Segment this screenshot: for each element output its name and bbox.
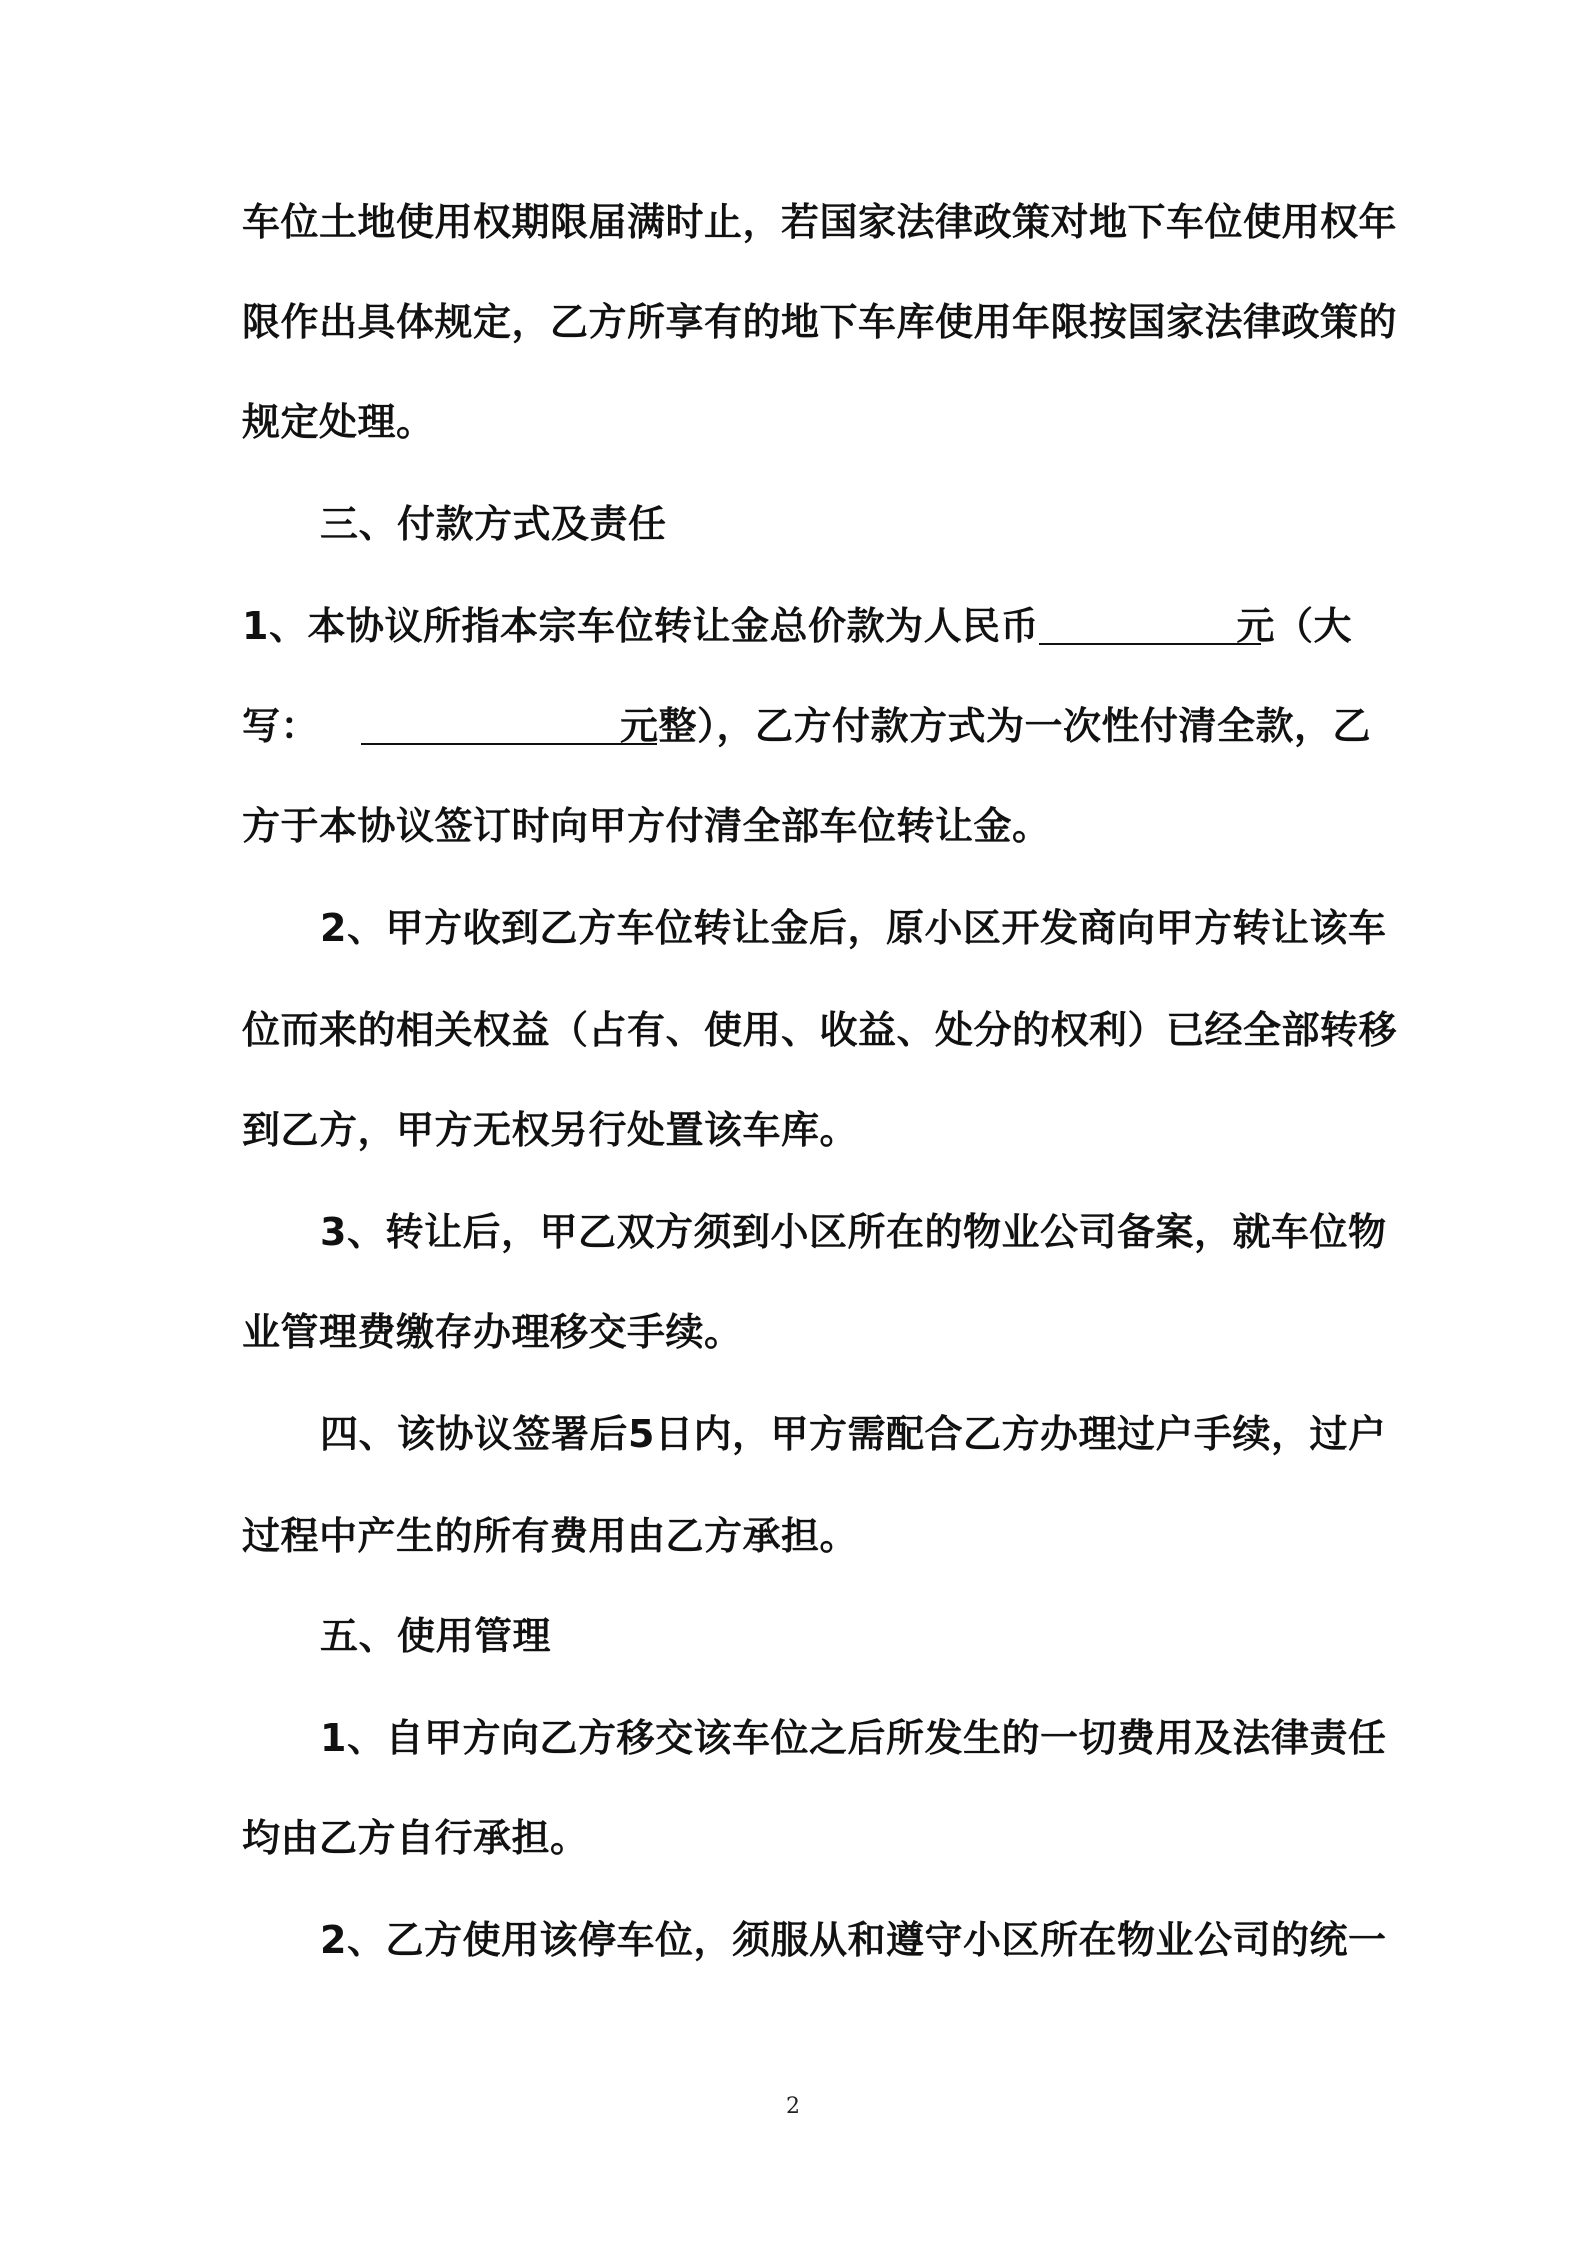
page-number: 2 xyxy=(786,2094,800,2119)
amount-in-words-blank-field[interactable] xyxy=(361,703,657,745)
text-line-usage-2: 均由乙方自行承担。 xyxy=(242,1816,589,1860)
payment-clause-tail: 元（大 xyxy=(1236,604,1352,648)
section-heading-usage: 五、使用管理 xyxy=(320,1614,552,1658)
text-line-2: 限作出具体规定，乙方所享有的地下车库使用年限按国家法律政策的 xyxy=(242,300,1398,344)
payment-clause-text: 1、本协议所指本宗车位转让金总价款为人民币 xyxy=(242,604,1039,648)
text-line-section4-2: 过程中产生的所有费用由乙方承担。 xyxy=(242,1514,859,1558)
text-line-filing-2: 业管理费缴存办理移交手续。 xyxy=(242,1310,743,1354)
text-line-usage-1: 1、自甲方向乙方移交该车位之后所发生的一切费用及法律责任 xyxy=(320,1716,1387,1760)
payment-method-text: 元整），乙方付款方式为一次性付清全款，乙 xyxy=(620,704,1372,748)
text-line-1: 车位土地使用权期限届满时止，若国家法律政策对地下车位使用权年 xyxy=(242,200,1398,244)
text-line-payment-3: 方于本协议签订时向甲方付清全部车位转让金。 xyxy=(242,804,1051,848)
text-line-transfer-3: 到乙方，甲方无权另行处置该车库。 xyxy=(242,1108,859,1152)
text-line-usage-3: 2、乙方使用该停车位，须服从和遵守小区所在物业公司的统一 xyxy=(320,1918,1387,1962)
text-line-filing-1: 3、转让后，甲乙双方须到小区所在的物业公司备案，就车位物 xyxy=(320,1210,1387,1254)
payment-clause-line-2 xyxy=(242,696,1372,756)
text-line-transfer-1: 2、甲方收到乙方车位转让金后，原小区开发商向甲方转让该车 xyxy=(320,906,1387,950)
text-line-3: 规定处理。 xyxy=(242,400,435,444)
payment-clause-line-1 xyxy=(242,596,1352,656)
amount-blank-field[interactable] xyxy=(1039,603,1261,645)
capital-label: 写： xyxy=(242,704,320,748)
text-line-transfer-2: 位而来的相关权益（占有、使用、收益、处分的权利）已经全部转移 xyxy=(242,1008,1398,1052)
text-line-section4-1: 四、该协议签署后5日内，甲方需配合乙方办理过户手续，过户 xyxy=(320,1412,1387,1456)
section-heading-payment: 三、付款方式及责任 xyxy=(320,502,667,546)
